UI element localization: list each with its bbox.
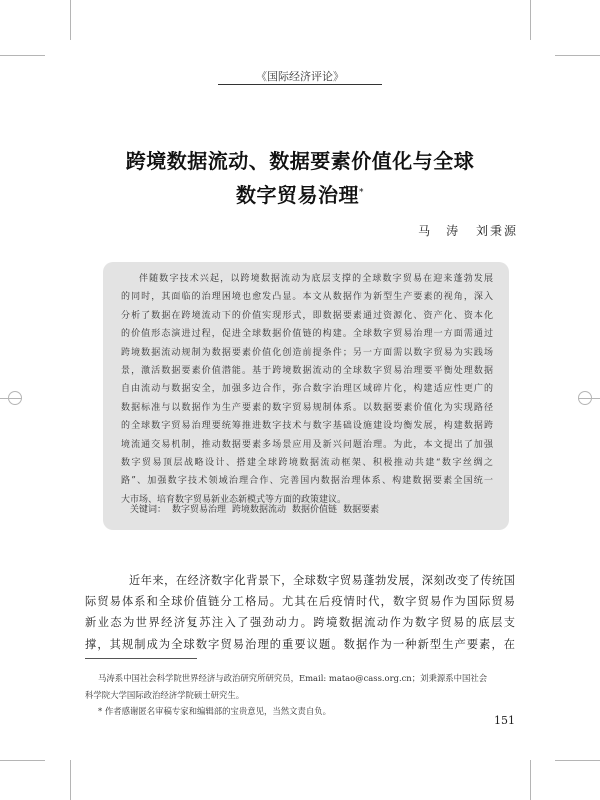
footnote-acknowledgement: * 作者感谢匿名审稿专家和编辑部的宝贵意见，当然文责自负。 (98, 706, 331, 716)
registration-mark (8, 391, 22, 405)
body-line: 新业态为世界经济复苏注入了强劲动力。跨境数据流动作为数字贸易的底层支 (85, 616, 515, 630)
keyword: 数字贸易治理 (172, 505, 227, 515)
abstract-line: 数字贸易顶层战略设计、搭建全球跨境数据流动框架、积极推动共建“数字丝绸之 (121, 458, 493, 469)
body-line: 际贸易体系和全球价值链分工格局。尤其在后疫情时代，数字贸易作为国际贸易 (85, 595, 515, 609)
keyword: 数据要素 (343, 505, 380, 515)
keyword: 数据价值链 (292, 505, 338, 515)
article-title-text: 数字贸易治理 (236, 183, 359, 207)
author-name: 刘秉源 (475, 224, 518, 238)
crop-mark (530, 0, 531, 40)
body-line: 近年来，在经济数字化背景下，全球数字贸易蓬勃发展，深刻改变了传统国 (129, 574, 515, 587)
body-line: 撑，其规制成为全球数字贸易治理的重要议题。数据作为一种新型生产要素，在 (85, 637, 515, 651)
abstract-line: 路”、加强数字技术领域治理合作、完善国内数据治理体系、构建数据要素全国统一 (121, 476, 493, 487)
header-rule (218, 84, 382, 85)
body-paragraph (85, 570, 515, 655)
keywords-label: 关键词： (130, 505, 167, 515)
abstract-line: 的同时，其面临的治理困境也愈发凸显。本文从数据作为新型生产要素的视角，深入 (121, 292, 493, 303)
abstract-text (121, 270, 493, 509)
abstract-line: 伴随数字技术兴起，以跨境数据流动为底层支撑的全球数字贸易在迎来蓬勃发展 (139, 274, 493, 284)
article-title-line-2 (90, 179, 510, 208)
title-footnote-mark: * (359, 187, 364, 198)
abstract-line: 的价值形态演进过程，促进全球数据价值链的构建。全球数字贸易治理一方面需通过 (121, 329, 493, 340)
crop-mark (70, 0, 71, 40)
abstract-line: 大市场、培育数字贸易新业态新模式等方面的政策建议。 (121, 494, 347, 505)
crop-mark (555, 55, 600, 56)
footnotes (85, 670, 525, 720)
keywords (130, 502, 385, 515)
crop-mark (0, 760, 45, 761)
article-title-line-1: 跨境数据流动、数据要素价值化与全球 (125, 149, 475, 173)
abstract-line: 景，激活数据要素价值潜能。基于跨境数据流动的全球数字贸易治理要平衡处理数据 (121, 366, 493, 377)
footnote-author-info-cont: 科学院大学国际政治经济学院硕士研究生。 (85, 689, 245, 700)
crop-mark (555, 760, 600, 761)
crop-mark (70, 760, 71, 800)
footnote-author-info: 马涛系中国社会科学院世界经济与政治研究所研究员，Email: matao@cass.org.cn；刘秉源系中国社会 (98, 673, 488, 683)
abstract-line: 境流通交易机制，推动数据要素多场景应用及新兴问题治理。为此，本文提出了加强 (121, 439, 493, 450)
abstract-line: 自由流动与数据安全，加强多边合作，弥合数字治理区域碎片化，构建适应性更广的 (121, 384, 493, 395)
abstract-line: 的全球数字贸易治理要统筹推进数字技术与数字基础设施建设均衡发展，构建数据跨 (121, 421, 493, 432)
page-number: 151 (494, 714, 515, 727)
abstract-line: 跨境数据流动规制为数据要素价值化创造前提条件；另一方面需以数字贸易为实践场 (121, 347, 493, 358)
author-name: 马 涛 (418, 224, 461, 238)
journal-header: 《国际经济评论》 (256, 70, 344, 83)
crop-mark (530, 760, 531, 800)
registration-mark (578, 391, 592, 405)
authors (408, 222, 518, 239)
abstract-line: 分析了数据在跨境流动下的价值实现形式，即数据要素通过资源化、资产化、资本化 (121, 310, 493, 321)
footnote-rule (85, 658, 197, 659)
crop-mark (0, 55, 45, 56)
abstract-line: 数据标准与以数据作为生产要素的数字贸易规制体系。以数据要素价值化为实现路径 (121, 402, 493, 413)
keyword: 跨境数据流动 (232, 505, 287, 515)
